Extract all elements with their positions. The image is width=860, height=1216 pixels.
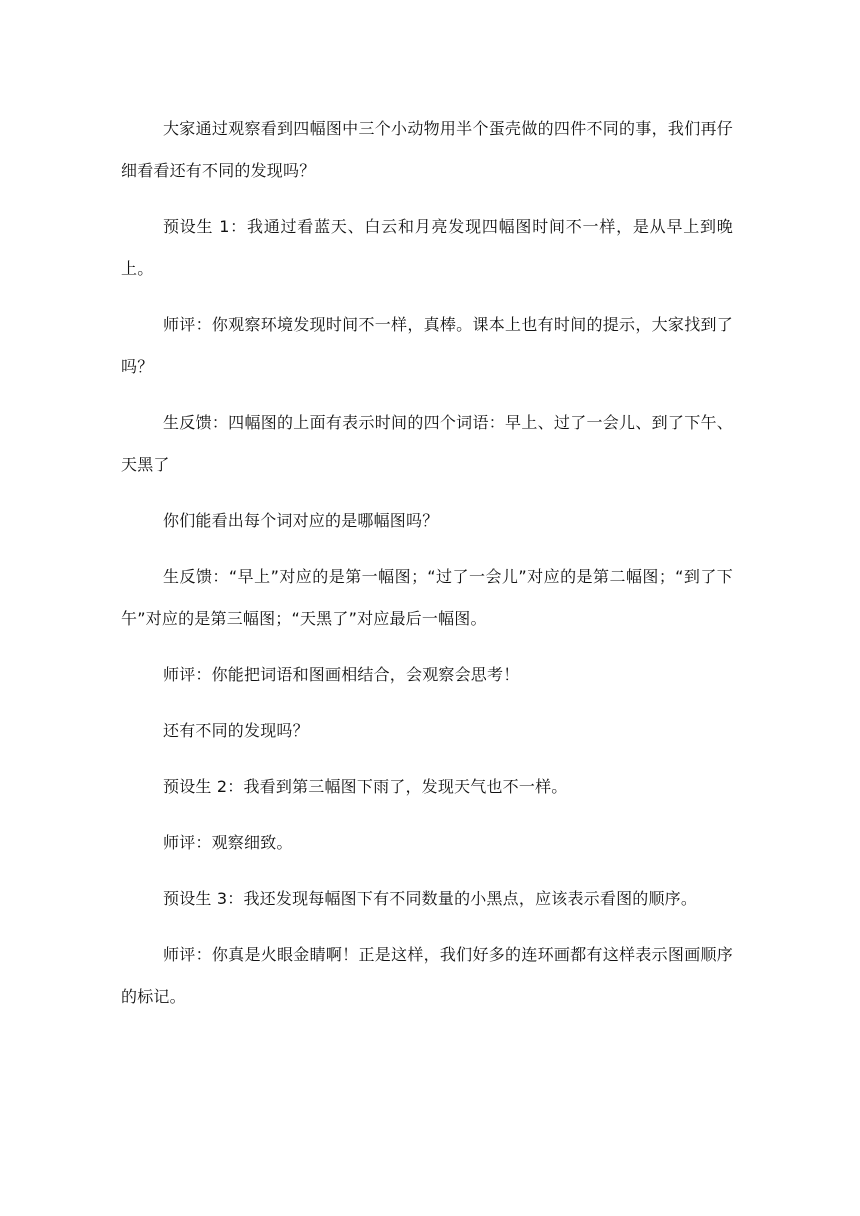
paragraph: 大家通过观察看到四幅图中三个小动物用半个蛋壳做的四件不同的事，我们再仔细看看还有不同的发现吗？ [121, 119, 733, 180]
paragraph: 师评：观察细致。 [163, 833, 293, 852]
paragraph: 生反馈：“早上”对应的是第一幅图；“过了一会儿”对应的是第二幅图；“到了下午”对应的是第三幅图；“天黑了”对应最后一幅图。 [121, 567, 733, 628]
paragraph: 师评：你观察环境发现时间不一样，真棒。课本上也有时间的提示，大家找到了吗？ [121, 315, 733, 376]
paragraph: 生反馈：四幅图的上面有表示时间的四个词语：早上、过了一会儿、到了下午、天黑了 [121, 413, 733, 474]
paragraph: 预设生 1：我通过看蓝天、白云和月亮发现四幅图时间不一样，是从早上到晚上。 [121, 217, 733, 278]
paragraph: 你们能看出每个词对应的是哪幅图吗？ [163, 511, 439, 530]
document-body [121, 108, 733, 1032]
paragraph: 预设生 3：我还发现每幅图下有不同数量的小黑点，应该表示看图的顺序。 [163, 889, 698, 908]
paragraph: 师评：你能把词语和图画相结合，会观察会思考！ [163, 665, 520, 684]
paragraph: 还有不同的发现吗？ [163, 721, 309, 740]
paragraph: 师评：你真是火眼金睛啊！正是这样，我们好多的连环画都有这样表示图画顺序的标记。 [121, 945, 733, 1006]
paragraph: 预设生 2：我看到第三幅图下雨了，发现天气也不一样。 [163, 777, 568, 796]
